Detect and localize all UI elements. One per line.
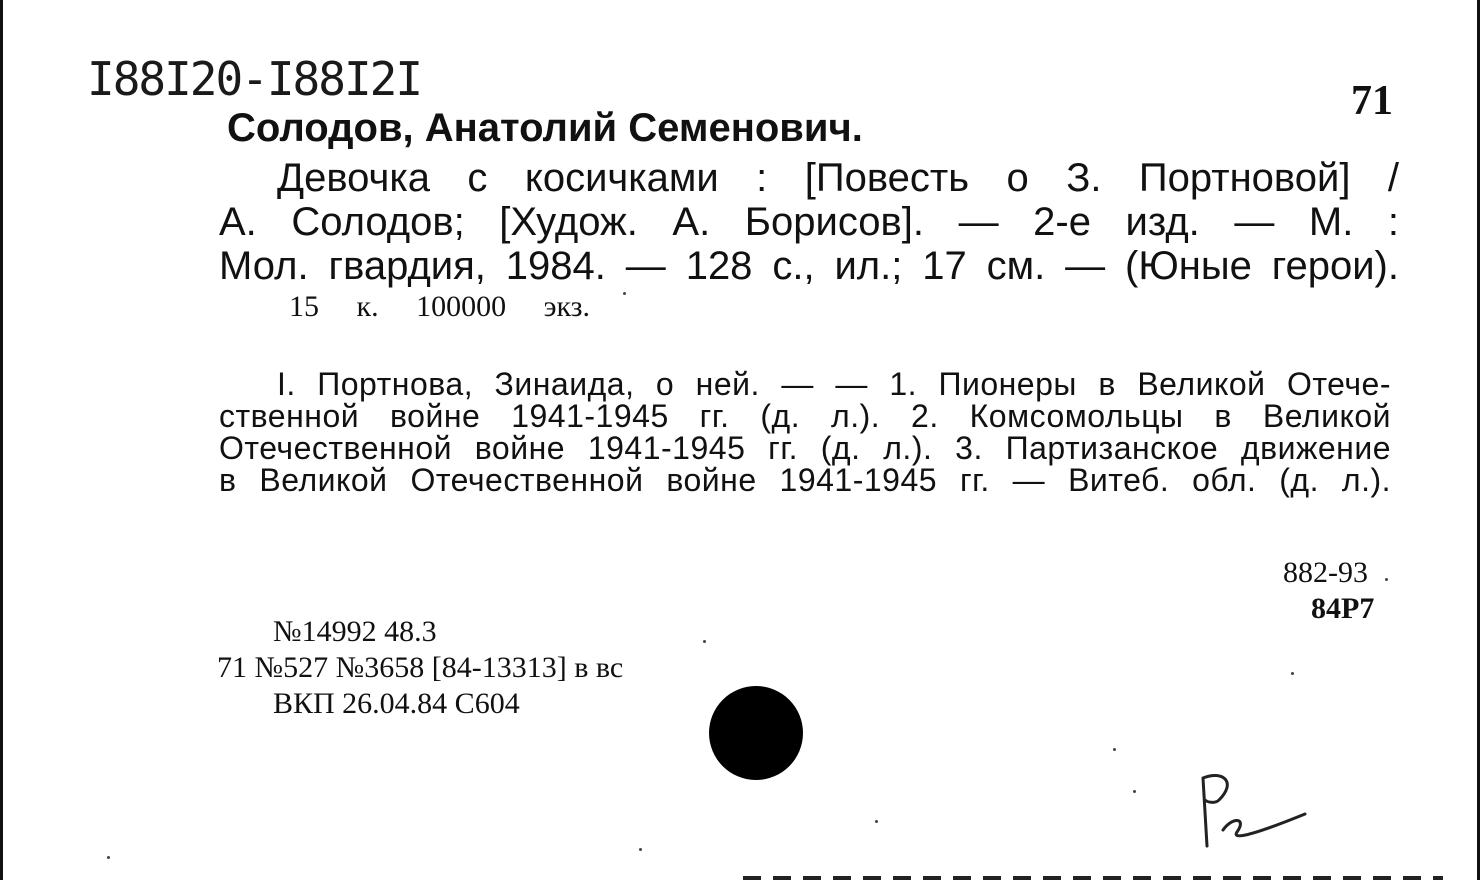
description-line: Девочка с косичками : [Повесть о З. Портновой] /: [277, 156, 1399, 200]
speck: [107, 856, 110, 859]
speck: [1291, 672, 1294, 675]
bibliographic-description: [219, 156, 1399, 288]
speck: [703, 640, 706, 643]
speck: [623, 292, 626, 295]
punch-hole: [709, 686, 803, 780]
speck: [639, 848, 642, 851]
technical-data: [217, 614, 623, 722]
author-mark: 84Р7: [1311, 592, 1375, 625]
bottom-edge-artifact: [743, 876, 1443, 880]
speck: [1133, 790, 1136, 793]
price-and-print-run: 15 к. 100000 экз.: [289, 290, 590, 323]
subject-line: ственной войне 1941-1945 гг. (д. л.). 2. Комсомольцы в Великой: [219, 398, 1391, 434]
subject-line: Отечественной войне 1941-1945 гг. (д. л.). 3. Партизанское движение: [219, 430, 1391, 466]
speck: [1385, 578, 1388, 581]
tech-line: 71 №527 №3658 [84-13313] в вс: [217, 651, 624, 684]
card-number: 71: [1351, 78, 1393, 124]
subject-line: I. Портнова, Зинаида, о ней. — — 1. Пионеры в Великой Отече-: [277, 366, 1391, 402]
description-line: Мол. гвардия, 1984. — 128 с., ил.; 17 см. — (Юные герои).: [219, 244, 1399, 288]
author-heading: Солодов, Анатолий Семенович.: [227, 106, 863, 150]
description-line: А. Солодов; [Худож. А. Борисов]. — 2-е изд. — М. :: [219, 200, 1399, 244]
subject-headings: [219, 368, 1391, 496]
speck: [1113, 748, 1116, 751]
tech-line: №14992 48.3: [273, 615, 437, 648]
classification-index: 882-93: [1283, 556, 1368, 589]
handwritten-inventory-number: I88I20-I88I2I: [87, 52, 422, 106]
speck: [875, 820, 878, 823]
tech-line: ВКП 26.04.84 С604: [273, 687, 520, 720]
subject-line: в Великой Отечественной войне 1941-1945 гг. — Витеб. обл. (д. л.).: [219, 462, 1391, 498]
handwritten-signature: [1193, 766, 1323, 856]
